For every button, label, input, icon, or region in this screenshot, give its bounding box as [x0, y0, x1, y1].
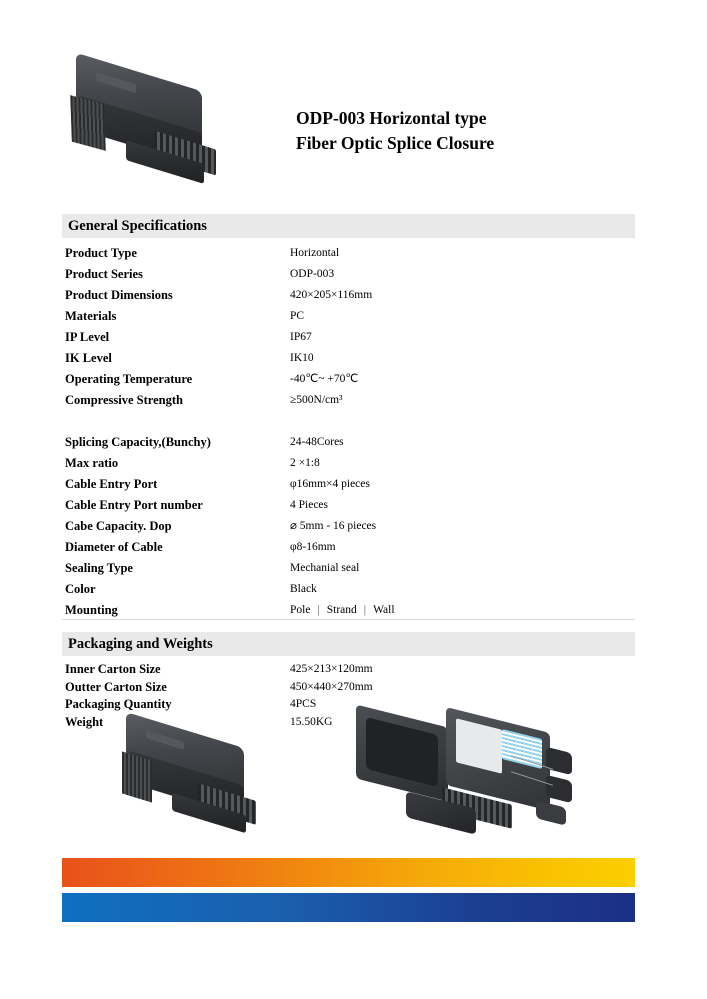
spec-value: IP67 [290, 331, 312, 343]
spec-row [62, 264, 635, 285]
spec-row-mounting [62, 600, 635, 621]
spec-label: Cable Entry Port [65, 477, 158, 491]
spec-value: PC [290, 310, 305, 322]
mounting-separator: | [363, 604, 367, 616]
closure-heat-fins [70, 95, 106, 151]
splice-closure-illustration-closed [118, 712, 278, 854]
section-title-general: General Specifications [68, 218, 207, 234]
spec-label: Inner Carton Size [65, 662, 161, 676]
spec-label: Color [65, 582, 96, 596]
mounting-accessory [536, 800, 566, 825]
hero-product-image [66, 48, 241, 203]
spec-row [62, 285, 635, 306]
splice-closure-illustration [66, 48, 241, 203]
spec-label: Cable Entry Port number [65, 498, 203, 512]
mounting-separator: | [317, 604, 320, 616]
spec-row [62, 516, 635, 537]
spec-row [62, 474, 635, 495]
spec-row [62, 327, 635, 348]
document-header [0, 0, 707, 205]
spec-row [62, 390, 635, 411]
spec-label: Max ratio [65, 456, 119, 470]
title-line-1: ODP-003 Horizontal type [296, 108, 487, 128]
spec-label: Product Series [65, 267, 143, 281]
spec-value: Black [290, 583, 317, 595]
spec-row [62, 453, 635, 474]
spec-value-mounting [290, 600, 395, 621]
mounting-option-wall: Wall [373, 604, 395, 616]
page-title [296, 106, 656, 156]
general-specifications-list [62, 243, 635, 621]
closure-closed-image [118, 712, 278, 854]
spec-value: ≥500N/cm³ [290, 394, 343, 406]
spec-row [62, 558, 635, 579]
spec-row [62, 679, 635, 697]
spec-value: ⌀ 5mm - 16 pieces [290, 520, 377, 532]
spec-value: 15.50KG [290, 715, 333, 728]
spec-row [62, 348, 635, 369]
spec-row [62, 369, 635, 390]
spec-label: Materials [65, 309, 117, 323]
spec-label: Compressive Strength [65, 393, 183, 407]
spec-label: Diameter of Cable [65, 540, 163, 554]
spec-label: Mounting [65, 603, 118, 617]
spec-value: 4 Pieces [290, 499, 329, 511]
spec-value: 24-48Cores [290, 436, 344, 448]
spec-label: Sealing Type [65, 561, 133, 575]
spec-label: IP Level [65, 330, 110, 344]
spec-value: ODP-003 [290, 268, 335, 280]
spec-row [62, 495, 635, 516]
section-header-general-specifications [62, 214, 635, 238]
spec-row [62, 537, 635, 558]
spec-row [62, 661, 635, 679]
spec-label: Product Dimensions [65, 288, 173, 302]
spec-value: Horizontal [290, 247, 340, 259]
spec-label: Product Type [65, 246, 137, 260]
spec-label: Cabe Capacity. Dop [65, 519, 172, 533]
title-line-2: Fiber Optic Splice Closure [296, 133, 495, 153]
spec-label: Operating Temperature [65, 372, 193, 386]
spec-value: 2 ×1:8 [290, 457, 320, 469]
spec-value: 420×205×116mm [290, 289, 373, 301]
section-header-packaging-and-weights [62, 632, 635, 656]
spec-row [62, 243, 635, 264]
spec-value: φ8-16mm [290, 541, 336, 553]
spec-value: 450×440×270mm [290, 680, 373, 693]
section-title-packaging: Packaging and Weights [68, 636, 213, 652]
spec-value: -40℃~ +70℃ [290, 373, 359, 385]
spec-row [62, 579, 635, 600]
section-divider [62, 619, 635, 620]
closure-heat-fins [122, 751, 152, 802]
spec-label: Outter Carton Size [65, 679, 167, 694]
splice-closure-illustration-open [350, 700, 580, 860]
spec-value: 425×213×120mm [290, 663, 373, 675]
mounting-option-pole: Pole [290, 604, 311, 616]
spec-value: 4PCS [290, 698, 317, 710]
spec-row [62, 411, 635, 453]
footer-bar-blue [62, 893, 635, 922]
spec-label: IK Level [65, 351, 112, 365]
spec-label: Weight [65, 714, 104, 729]
mounting-option-strand: Strand [326, 604, 357, 616]
spec-label: Splicing Capacity,(Bunchy) [65, 435, 211, 449]
spec-row [62, 306, 635, 327]
footer-bar-orange [62, 858, 635, 887]
spec-value: φ16mm×4 pieces [290, 478, 370, 490]
spec-value: Mechanial seal [290, 562, 360, 574]
spec-value: IK10 [290, 352, 314, 364]
closure-open-trays-image [350, 700, 580, 860]
spec-label: Packaging Quantity [65, 697, 172, 711]
